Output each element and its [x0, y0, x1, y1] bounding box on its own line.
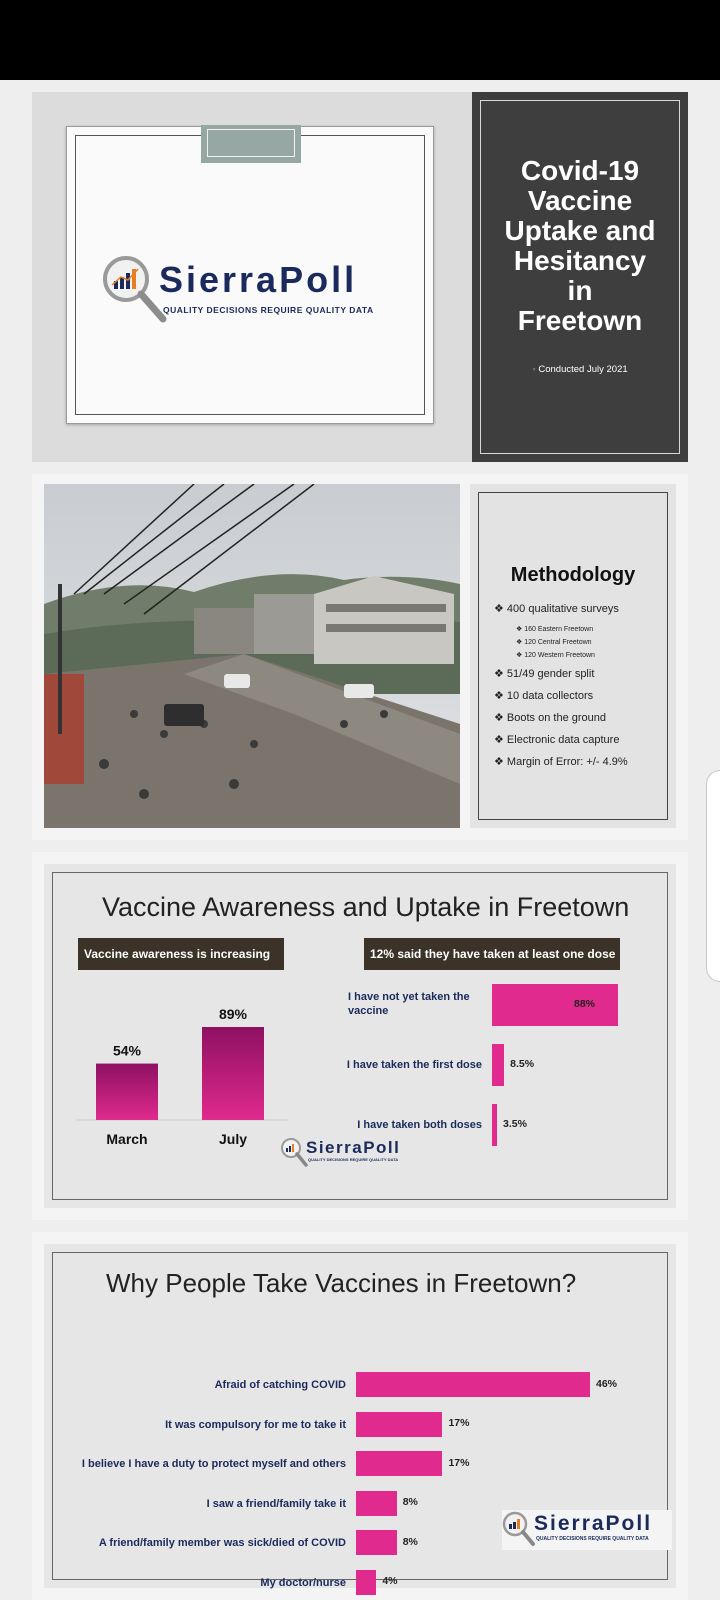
slide-content [44, 1244, 676, 1588]
slide-methodology[interactable] [32, 474, 688, 840]
data-label: 46% [596, 1377, 618, 1390]
data-label: 17% [448, 1456, 470, 1469]
sierrapoll-logo-small [502, 1510, 672, 1550]
brand-name: SierraPoll [306, 1138, 401, 1157]
data-label: 89% [218, 1006, 248, 1022]
category-label: My doctor/nurse [260, 1576, 346, 1589]
bar [492, 1104, 497, 1146]
methodology-list [494, 602, 628, 777]
data-label: 4% [382, 1575, 398, 1587]
slide-title: Vaccine Awareness and Uptake in Freetown [102, 892, 630, 922]
title-panel [472, 92, 688, 462]
methodology-panel [470, 484, 676, 828]
list-item: ❖ 400 qualitative surveys [494, 603, 619, 615]
list-subitem: ❖ 120 Western Freetown [516, 652, 595, 659]
data-label: 8% [402, 1496, 418, 1508]
data-label: 88% [574, 998, 596, 1010]
category-label: I believe I have a duty to protect myself and others [81, 1458, 346, 1470]
bar [356, 1530, 397, 1555]
slide-why-vaccinate[interactable] [32, 1232, 688, 1600]
bar [356, 1412, 442, 1437]
category-label: A friend/family member was sick/died of COVID [98, 1537, 346, 1549]
list-item: ❖ Electronic data capture [494, 734, 620, 746]
brand-tagline: QUALITY DECISIONS REQUIRE QUALITY DATA [308, 1157, 399, 1162]
category-label: I have taken the first dose [346, 1059, 482, 1071]
category-label: It was compulsory for me to take it [165, 1418, 346, 1431]
list-item: ❖ 51/49 gender split [494, 668, 595, 680]
slide-awareness-uptake[interactable] [32, 852, 688, 1220]
data-label: 8% [402, 1535, 418, 1548]
methodology-title: Methodology [510, 564, 636, 586]
logo-card [66, 126, 434, 424]
list-item: ❖ Margin of Error: +/- 4.9% [494, 756, 628, 768]
data-label: 3.5% [503, 1118, 527, 1130]
freetown-street-photo [44, 484, 460, 828]
list-item: ❖ Boots on the ground [494, 712, 606, 724]
magnifier-chart-icon [502, 1510, 538, 1550]
card-tab [201, 125, 301, 163]
data-label: 54% [112, 1042, 142, 1059]
bar [492, 1044, 504, 1086]
category-label: March [106, 1131, 148, 1147]
presentation-subtitle: ◦ Conducted July 2021 [532, 364, 628, 375]
status-bar [0, 0, 720, 80]
slide-title: Why People Take Vaccines in Freetown? [106, 1268, 577, 1298]
presentation-title: Covid-19 Vaccine Uptake and Hesitancy in Freetown [504, 155, 656, 336]
list-item: ❖ 10 data collectors [494, 690, 594, 702]
category-label: I saw a friend/family take it [206, 1497, 346, 1510]
bar [492, 984, 618, 1026]
bar [356, 1372, 590, 1397]
side-panel-handle[interactable] [706, 770, 720, 982]
category-label: July [218, 1131, 248, 1147]
data-label: 8.5% [510, 1058, 535, 1070]
data-label: 17% [448, 1417, 470, 1429]
uptake-label: 12% said they have taken at least one dose [364, 938, 620, 970]
brand-name: SierraPoll [534, 1512, 653, 1535]
category-label: I have taken both doses [357, 1119, 482, 1131]
uptake-bar-chart [44, 982, 676, 1131]
category-label: I have not yet taken the vaccine [348, 991, 470, 1017]
brand-name: SierraPoll [159, 259, 358, 300]
bar [356, 1451, 442, 1476]
brand-tagline: QUALITY DECISIONS REQUIRE QUALITY DATA [163, 305, 374, 315]
slide-title[interactable] [32, 92, 688, 462]
sierrapoll-logo [101, 247, 411, 337]
list-subitem: ❖ 160 Eastern Freetown [516, 626, 594, 633]
category-label: Afraid of catching COVID [214, 1379, 346, 1391]
slide-content [44, 864, 676, 1208]
list-subitem: ❖ 120 Central Freetown [516, 639, 592, 646]
bar [356, 1570, 376, 1595]
sierrapoll-logo-small [280, 1136, 410, 1170]
brand-tagline: QUALITY DECISIONS REQUIRE QUALITY DATA [536, 1536, 649, 1542]
bar [356, 1491, 397, 1516]
awareness-label: Vaccine awareness is increasing [78, 938, 284, 970]
